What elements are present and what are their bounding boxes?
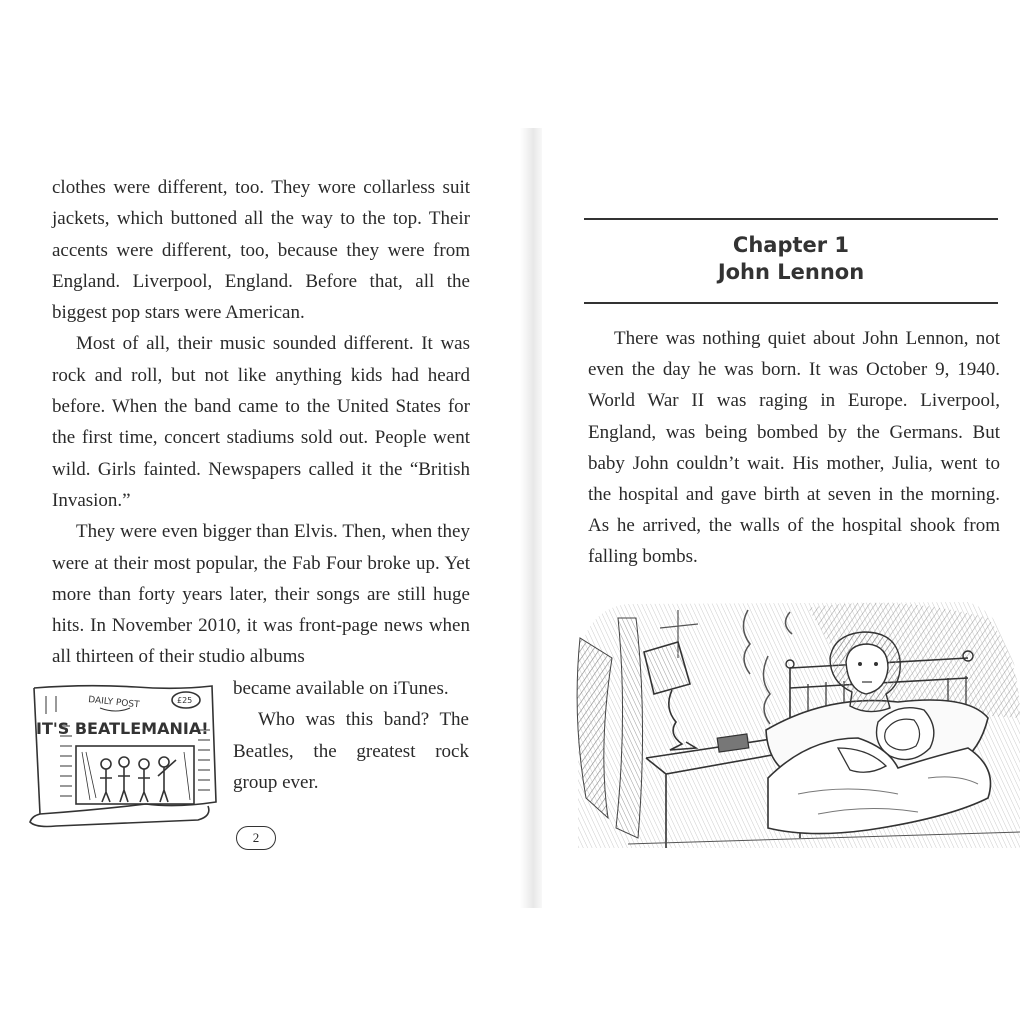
left-page-body [52,172,470,673]
newspaper-masthead: DAILY POST [87,695,140,711]
left-page-wrap-text [233,673,469,798]
bedroom-illustration [568,598,1024,856]
paragraph: Who was this band? The Beatles, the greatest rock group ever. [233,709,469,793]
chapter-label: Chapter 1 [732,233,850,257]
paragraph: clothes were different, too. They wore collarless suit jackets, which buttoned all the way to the top. Their accents were different, too, because they were from England. Liverpool, England. Before that, all the biggest pop stars were American. [52,177,470,324]
chapter-heading [584,232,998,286]
right-page-body [588,323,1000,573]
newspaper-illustration [26,682,222,832]
paragraph: Most of all, their music sounded different. It was rock and roll, but not like anything kids had heard before. When the band came to the United States for the first time, concert stadiums sold out. People went wild. Girls fainted. Newspapers called it the “British Invasion.” [52,333,470,511]
chapter-rule-top [584,218,998,220]
page-number: 2 [236,826,276,850]
paragraph: There was nothing quiet about John Lennon, not even the day he was born. It was October 9, 1940. World War II was raging in Europe. Liverpool, England, was being bombed by the Germans. But baby John couldn’t wait. His mother, Julia, went to the hospital and gave birth at seven in the morning. As he arrived, the walls of the hospital shook from falling bombs. [588,328,1000,568]
chapter-rule-bottom [584,302,998,304]
paragraph: became available on iTunes. [233,678,449,699]
newspaper-headline: IT'S BEATLEMANIA! [36,719,209,738]
book-gutter [520,128,542,908]
newspaper-price: £25 [177,696,193,705]
paragraph: They were even bigger than Elvis. Then, when they were at their most popular, the Fab Four broke up. Yet more than forty years later, their songs are still huge hits. In November 2010, it was front-page news when all thirteen of their studio albums [52,521,470,668]
chapter-title: John Lennon [717,260,865,284]
